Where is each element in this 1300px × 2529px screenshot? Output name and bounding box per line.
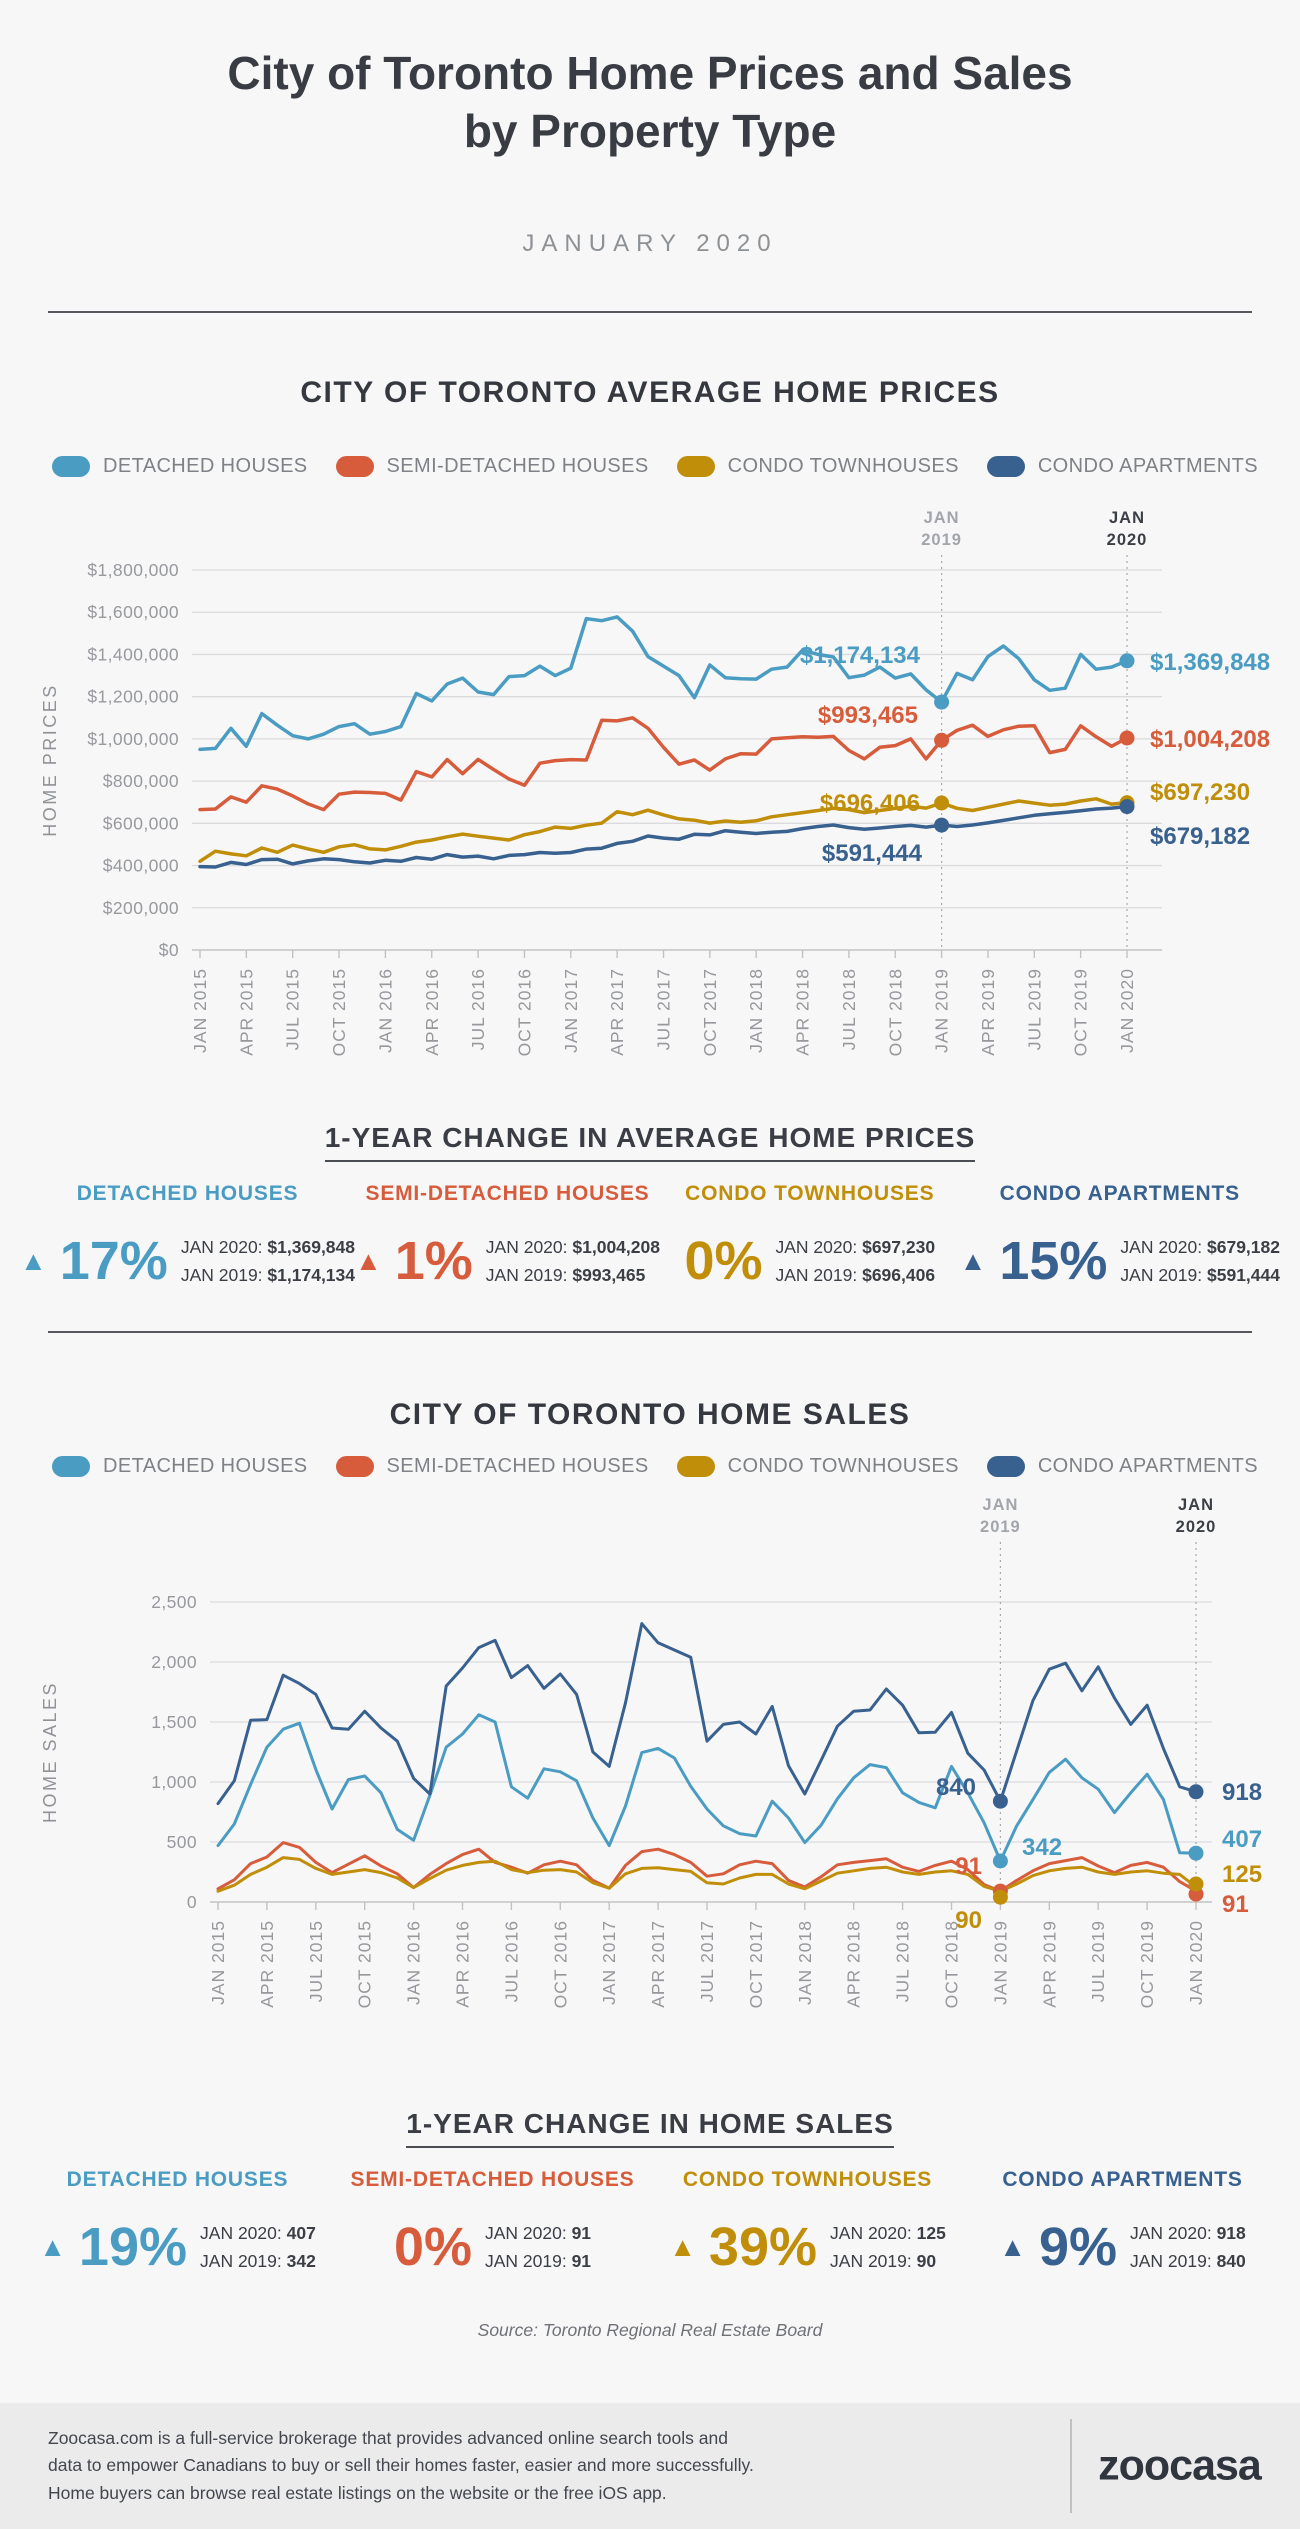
- pct-change: 19%: [78, 2217, 188, 2277]
- legend-label: CONDO TOWNHOUSES: [727, 1455, 959, 1477]
- y-tick-label: 2,000: [151, 1652, 197, 1672]
- legend-item-condo-apartments: [987, 455, 1258, 478]
- x-tick-label: JUL 2019: [1024, 968, 1045, 1051]
- jan-2020-label: JAN 2020:: [1129, 2223, 1212, 2243]
- price-changes-row: [20, 1182, 1280, 1289]
- y-tick-label: 1,500: [151, 1712, 197, 1732]
- marker-label: 2019: [980, 1518, 1021, 1536]
- semi-detached-swatch-icon: [336, 1456, 374, 1477]
- prices-section-title: CITY OF TORONTO AVERAGE HOME PRICES: [300, 376, 1000, 409]
- legend-item-semi-detached: [336, 1455, 649, 1478]
- x-tick-label: OCT 2018: [941, 1920, 962, 2009]
- price-svg-line-semi-detached-houses: [200, 718, 1127, 810]
- x-tick-label: JAN 2017: [560, 968, 581, 1053]
- condo-townhouses-swatch-icon: [677, 456, 715, 477]
- x-tick-label: OCT 2017: [699, 968, 720, 1057]
- value-annotation: 342: [1022, 1834, 1063, 1861]
- stat-category-label: DETACHED HOUSES: [76, 1182, 299, 1205]
- sales-svg-x-axis: [208, 1902, 1212, 2008]
- y-tick-label: $1,000,000: [87, 728, 179, 749]
- jan-2020-label: JAN 2020:: [180, 1237, 263, 1257]
- jan-2020-dot: [1189, 1784, 1204, 1799]
- price-svg-y-axis-title: HOME PRICES: [40, 683, 60, 837]
- x-tick-label: JAN 2015: [190, 968, 210, 1053]
- price-svg-grid: [87, 560, 1162, 960]
- source-credit: Source: Toronto Regional Real Estate Board: [477, 2320, 823, 2340]
- x-tick-label: JAN 2018: [746, 968, 767, 1053]
- jan-2019-value: $696,406: [862, 1265, 936, 1285]
- y-tick-label: $200,000: [102, 897, 179, 918]
- legend-label: DETACHED HOUSES: [103, 455, 308, 477]
- jan-2020-value: 918: [1216, 2223, 1246, 2243]
- x-tick-label: JUL 2018: [892, 1920, 913, 2003]
- stat-col-semi-price: [355, 1182, 660, 1289]
- x-tick-label: JAN 2020: [1117, 968, 1137, 1053]
- sales-changes-row: [20, 2168, 1280, 2275]
- x-tick-label: OCT 2015: [329, 968, 350, 1057]
- legend-label: CONDO APARTMENTS: [1037, 1455, 1258, 1477]
- jan-2019-label: JAN 2019:: [200, 2251, 282, 2271]
- x-tick-label: JAN 2016: [375, 968, 396, 1053]
- x-tick-label: JAN 2015: [208, 1920, 228, 2005]
- jan-2019-dot: [934, 695, 949, 710]
- value-annotation: $591,444: [821, 840, 922, 867]
- x-tick-label: APR 2017: [607, 968, 628, 1056]
- jan-2019-value: 91: [571, 2251, 592, 2271]
- footer-band: [0, 2403, 1300, 2529]
- value-annotation: 407: [1222, 1826, 1263, 1853]
- jan-2019-value: $591,444: [1207, 1265, 1280, 1285]
- legend-item-detached: [52, 455, 308, 478]
- jan-2019-dot: [993, 1794, 1008, 1809]
- stat-col-townhouse-sales: [650, 2168, 965, 2275]
- up-arrow-icon: ▲: [20, 1245, 47, 1276]
- price-changes-heading: 1-YEAR CHANGE IN AVERAGE HOME PRICES: [0, 1122, 1300, 1154]
- value-annotation: 125: [1222, 1861, 1263, 1888]
- jan-2020-label: JAN 2020:: [830, 2223, 912, 2243]
- x-tick-label: APR 2018: [843, 1920, 864, 2008]
- x-tick-label: OCT 2018: [885, 968, 906, 1057]
- legend-label: CONDO TOWNHOUSES: [727, 455, 959, 477]
- marker-label: 2019: [921, 531, 962, 549]
- y-tick-label: $400,000: [102, 855, 179, 876]
- x-tick-label: APR 2016: [452, 1920, 473, 2008]
- marker-label: JAN: [1177, 1496, 1215, 1514]
- value-annotation: $1,174,134: [799, 642, 920, 669]
- marker-label: 2020: [1175, 1518, 1217, 1536]
- jan-2019-dot: [934, 818, 949, 833]
- x-tick-label: APR 2019: [1039, 1920, 1060, 2008]
- jan-2019-value: 342: [286, 2251, 316, 2271]
- x-tick-label: APR 2016: [421, 968, 442, 1056]
- up-arrow-icon: ▲: [999, 2231, 1026, 2262]
- x-tick-label: JAN 2019: [990, 1920, 1011, 2005]
- pct-change: 17%: [59, 1231, 168, 1291]
- value-annotation: $993,465: [817, 702, 918, 729]
- value-annotation: 91: [1222, 1891, 1249, 1918]
- y-tick-label: 500: [166, 1832, 197, 1852]
- y-tick-label: $1,800,000: [87, 560, 179, 580]
- jan-2019-value: 90: [916, 2251, 937, 2271]
- x-tick-label: JUL 2017: [653, 968, 674, 1051]
- legend-item-detached: [52, 1455, 308, 1478]
- value-annotation: 840: [935, 1774, 976, 1801]
- legend-item-semi-detached: [336, 455, 649, 478]
- page-title-line1: City of Toronto Home Prices and Sales: [227, 47, 1073, 99]
- sales-legend: [52, 1455, 1258, 1478]
- price-svg-x-axis: [190, 950, 1162, 1056]
- jan-2019-value: $993,465: [572, 1265, 646, 1285]
- jan-2020-dot: [1189, 1877, 1204, 1892]
- legend-label: DETACHED HOUSES: [103, 1455, 308, 1477]
- jan-2019-label: JAN 2019:: [484, 2251, 567, 2271]
- x-tick-label: APR 2019: [977, 967, 998, 1056]
- jan-2020-value: 407: [286, 2223, 316, 2243]
- prices-legend: [52, 455, 1258, 478]
- jan-2019-label: JAN 2019:: [180, 1265, 263, 1285]
- stat-category-label: CONDO APARTMENTS: [999, 1182, 1240, 1205]
- x-tick-label: OCT 2015: [354, 1920, 375, 2009]
- jan-2020-value: $697,230: [862, 1237, 936, 1257]
- y-tick-label: 1,000: [151, 1772, 197, 1792]
- y-tick-label: $600,000: [102, 813, 179, 834]
- zoocasa-logo: zoocasa: [1098, 2441, 1261, 2490]
- stat-category-label: DETACHED HOUSES: [66, 2168, 289, 2191]
- x-tick-label: OCT 2016: [550, 1920, 571, 2009]
- stat-category-label: SEMI-DETACHED HOUSES: [350, 2168, 635, 2191]
- marker-label: JAN: [923, 509, 960, 527]
- footer-divider: [1070, 2419, 1072, 2513]
- page-title-line2: by Property Type: [463, 105, 837, 157]
- pct-change: 9%: [1038, 2217, 1117, 2277]
- price-chart: [0, 495, 1300, 1107]
- jan-2020-value: 91: [571, 2223, 592, 2243]
- up-arrow-icon: ▲: [39, 2231, 66, 2262]
- stat-category-label: CONDO APARTMENTS: [1002, 2168, 1243, 2191]
- value-annotation: $1,369,848: [1150, 649, 1271, 676]
- jan-2020-value: 125: [916, 2223, 946, 2243]
- pct-change: 39%: [708, 2217, 818, 2277]
- x-tick-label: OCT 2016: [514, 968, 535, 1057]
- marker-label: JAN: [982, 1496, 1019, 1514]
- x-tick-label: JAN 2020: [1186, 1920, 1206, 2005]
- legend-label: CONDO APARTMENTS: [1037, 455, 1258, 477]
- x-tick-label: APR 2018: [792, 968, 813, 1056]
- x-tick-label: APR 2017: [648, 1920, 669, 2008]
- marker-label: 2020: [1106, 531, 1148, 549]
- x-tick-label: OCT 2019: [1137, 1920, 1158, 2009]
- price-svg-line-detached-houses: [200, 617, 1127, 750]
- stat-col-detached-price: [20, 1182, 355, 1289]
- jan-2019-label: JAN 2019:: [1129, 2251, 1212, 2271]
- stat-col-apartment-price: [960, 1182, 1280, 1289]
- sales-changes-heading: 1-YEAR CHANGE IN HOME SALES: [0, 2108, 1300, 2140]
- jan-2019-dot: [993, 1854, 1008, 1869]
- x-tick-label: JUL 2015: [305, 1920, 326, 2003]
- stat-col-detached-sales: [20, 2168, 335, 2275]
- up-arrow-icon: ▲: [669, 2231, 696, 2262]
- y-tick-label: $800,000: [102, 771, 179, 792]
- x-tick-label: APR 2015: [256, 1920, 277, 2008]
- x-tick-label: JUL 2018: [838, 968, 859, 1051]
- value-annotation: $1,004,208: [1150, 726, 1271, 753]
- price-svg-line-condo-townhouses: [200, 799, 1127, 862]
- x-tick-label: JUL 2016: [501, 1920, 522, 2003]
- legend-item-condo-apartments: [987, 1455, 1258, 1478]
- up-arrow-icon: ▲: [959, 1245, 987, 1276]
- value-annotation: $696,406: [819, 790, 920, 817]
- y-tick-label: $0: [158, 940, 179, 960]
- legend-item-condo-townhouses: [677, 1455, 959, 1478]
- jan-2020-dot: [1120, 653, 1135, 668]
- jan-2019-label: JAN 2019:: [1120, 1265, 1203, 1285]
- x-tick-label: JAN 2019: [931, 968, 952, 1053]
- jan-2019-value: 840: [1216, 2251, 1246, 2271]
- pct-change: 1%: [394, 1231, 473, 1291]
- value-annotation: 91: [955, 1853, 982, 1880]
- jan-2019-dot: [993, 1890, 1008, 1905]
- stat-category-label: SEMI-DETACHED HOUSES: [365, 1182, 650, 1205]
- jan-2019-value: $1,174,134: [267, 1265, 356, 1285]
- value-annotation: 90: [955, 1907, 982, 1934]
- x-tick-label: APR 2015: [236, 968, 257, 1056]
- jan-2020-dot: [1189, 1846, 1204, 1861]
- condo-apartments-swatch-icon: [987, 1456, 1025, 1477]
- y-tick-label: 0: [186, 1892, 197, 1912]
- stat-category-label: CONDO TOWNHOUSES: [682, 2168, 933, 2191]
- condo-townhouses-swatch-icon: [677, 1456, 715, 1477]
- pct-change: 0%: [684, 1231, 763, 1291]
- value-annotation: 918: [1222, 1779, 1263, 1806]
- jan-2019-label: JAN 2019:: [830, 2251, 912, 2271]
- x-tick-label: JUL 2016: [468, 968, 489, 1051]
- jan-2019-dot: [934, 796, 949, 811]
- y-tick-label: $1,400,000: [87, 644, 179, 665]
- x-tick-label: JAN 2017: [599, 1920, 620, 2005]
- condo-apartments-swatch-icon: [987, 456, 1025, 477]
- jan-2020-dot: [1120, 731, 1135, 746]
- jan-2020-dot: [1120, 799, 1135, 814]
- semi-detached-swatch-icon: [336, 456, 374, 477]
- jan-2020-value: $679,182: [1207, 1237, 1280, 1257]
- detached-swatch-icon: [52, 1456, 90, 1477]
- legend-item-condo-townhouses: [677, 455, 959, 478]
- footer-description: Zoocasa.com is a full-service brokerage that provides advanced online search tools and data to empower Canadians to buy or sell their homes faster, easier and more successfully. Home buyers can browse real estate listings on the website or the free iOS app.: [48, 2428, 754, 2503]
- jan-2020-value: $1,004,208: [572, 1237, 660, 1257]
- sales-svg-y-axis-title: HOME SALES: [40, 1680, 60, 1824]
- section-divider: [48, 1331, 1252, 1333]
- x-tick-label: JUL 2017: [697, 1920, 717, 2003]
- jan-2020-label: JAN 2020:: [485, 1237, 568, 1257]
- up-arrow-icon: ▲: [355, 1245, 382, 1276]
- value-annotation: $679,182: [1150, 823, 1251, 850]
- jan-2020-label: JAN 2020:: [1120, 1237, 1203, 1257]
- stat-col-semi-sales: [335, 2168, 650, 2275]
- pct-change: 15%: [999, 1231, 1108, 1291]
- detached-swatch-icon: [52, 456, 90, 477]
- x-tick-label: JAN 2016: [403, 1920, 424, 2005]
- legend-label: SEMI-DETACHED HOUSES: [386, 455, 649, 477]
- jan-2020-label: JAN 2020:: [200, 2223, 282, 2243]
- x-tick-label: JAN 2018: [794, 1920, 815, 2005]
- sales-section-title: CITY OF TORONTO HOME SALES: [389, 1398, 911, 1431]
- marker-label: JAN: [1108, 509, 1146, 527]
- stat-col-apartment-sales: [965, 2168, 1280, 2275]
- header-divider: [48, 311, 1252, 313]
- legend-label: SEMI-DETACHED HOUSES: [386, 1455, 649, 1477]
- y-tick-label: 2,500: [151, 1592, 197, 1612]
- jan-2020-label: JAN 2020:: [484, 2223, 567, 2243]
- stat-category-label: CONDO TOWNHOUSES: [685, 1182, 935, 1205]
- jan-2019-label: JAN 2019:: [775, 1265, 858, 1285]
- value-annotation: $697,230: [1150, 779, 1251, 806]
- x-tick-label: JUL 2019: [1088, 1920, 1109, 2003]
- x-tick-label: JUL 2015: [282, 968, 303, 1051]
- sales-chart: [0, 1490, 1300, 2090]
- jan-2019-label: JAN 2019:: [485, 1265, 568, 1285]
- x-tick-label: OCT 2017: [745, 1920, 766, 2009]
- y-tick-label: $1,200,000: [87, 686, 179, 707]
- jan-2020-label: JAN 2020:: [775, 1237, 858, 1257]
- jan-2019-dot: [934, 733, 949, 748]
- stat-col-townhouse-price: [660, 1182, 960, 1289]
- pct-change: 0%: [393, 2217, 472, 2277]
- jan-2020-value: $1,369,848: [267, 1237, 356, 1257]
- y-tick-label: $1,600,000: [87, 602, 179, 623]
- page-subtitle: JANUARY 2020: [522, 230, 778, 257]
- x-tick-label: OCT 2019: [1070, 968, 1091, 1057]
